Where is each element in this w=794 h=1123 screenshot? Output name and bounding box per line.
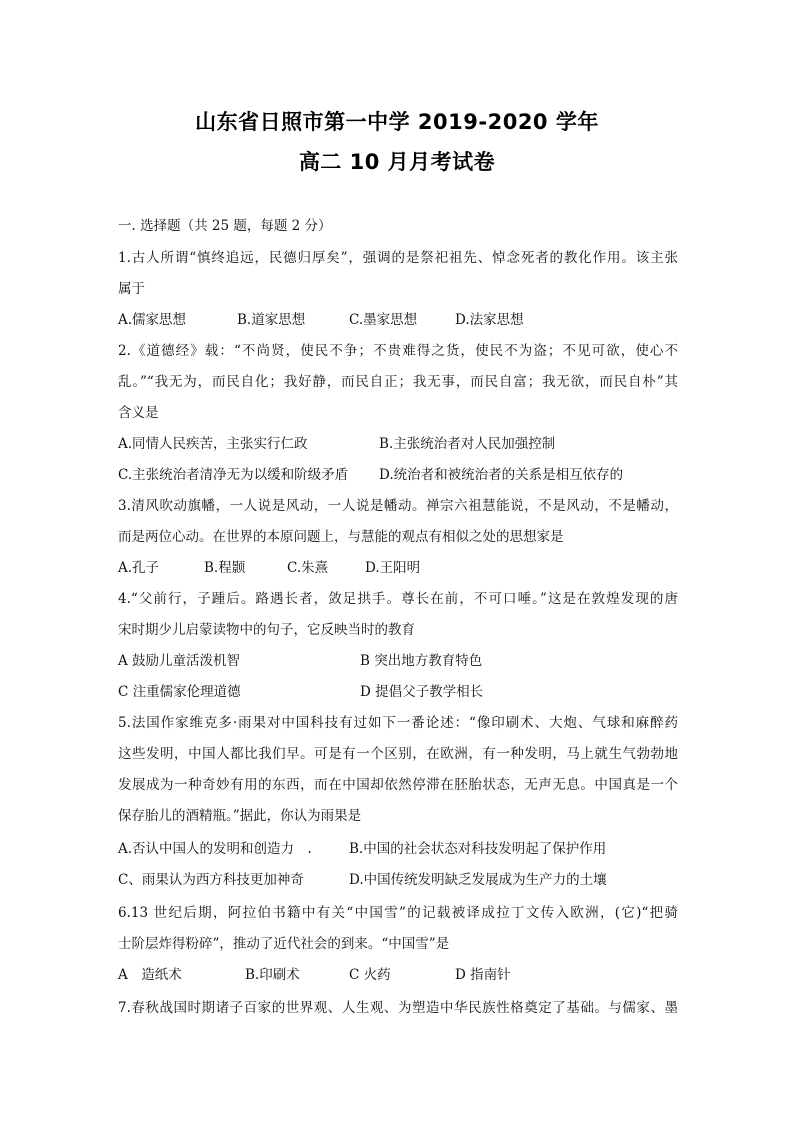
option-a: A.同情人民疾苦，主张实行仁政 (118, 436, 308, 452)
option-a: A 鼓励儿童活泼机智 (118, 653, 241, 669)
option-c: C.朱熹 (287, 560, 329, 576)
option-b: B 突出地方教育特色 (360, 653, 483, 669)
option-b: B.程颢 (204, 560, 246, 576)
option-c: C 注重儒家伦理道德 (118, 684, 241, 700)
exam-title-school: 山东省日照市第一中学 2019-2020 学年 (195, 110, 599, 134)
question-text-line: 属于 (118, 281, 145, 297)
question-text-line: 5.法国作家维克多·雨果对中国科技有过如下一番论述：“像印刷术、大炮、气球和麻醉药 (118, 715, 678, 731)
question-text-line: 乱。”“我无为，而民自化；我好静，而民自正；我无事，而民自富；我无欲，而民自朴”其 (118, 374, 678, 390)
section-heading: 一. 选择题（共 25 题，每题 2 分） (118, 218, 332, 234)
question-text-line: 3.清风吹动旗幡，一人说是风动，一人说是幡动。禅宗六祖慧能说，不是风动，不是幡动， (118, 498, 678, 514)
question-text-line: 发展成为一种奇妙有用的东西，而在中国却依然停滞在胚胎状态，无声无息。中国真是一个 (118, 777, 678, 793)
option-d: D.王阳明 (365, 560, 421, 576)
question-text-line: 2.《道德经》载：“不尚贤，使民不争；不贵难得之货，使民不为盗；不见可欲，使心不 (118, 343, 678, 359)
option-c: C.主张统治者清净无为以缓和阶级矛盾 (118, 467, 349, 483)
question-text-line: 含义是 (118, 405, 159, 421)
option-d: D.中国传统发明缺乏发展成为生产力的土壤 (349, 872, 607, 888)
option-c: C、雨果认为西方科技更加神奇 (118, 872, 304, 888)
exam-title-grade: 高二 10 月月考试卷 (298, 150, 496, 174)
option-b: B.中国的社会状态对科技发明起了保护作用 (349, 841, 607, 857)
option-a: A.孔子 (118, 560, 160, 576)
option-b: B.道家思想 (237, 312, 306, 328)
option-c: C.墨家思想 (349, 312, 418, 328)
option-d: D.法家思想 (455, 312, 524, 328)
question-text-line: 6.13 世纪后期，阿拉伯书籍中有关“中国雪”的记载被译成拉丁文传入欧洲，(它)“把骑 (118, 905, 678, 921)
option-b: B.印刷术 (245, 967, 300, 983)
option-a: A.否认中国人的发明和创造力 . (118, 841, 312, 857)
option-d: D 指南针 (455, 967, 511, 983)
question-text-line: 这些发明，中国人都比我们早。可是有一个区别，在欧洲，有一种发明，马上就生气勃勃地 (118, 746, 678, 762)
question-text-line: 士阶层炸得粉碎”，推动了近代社会的到来。“中国雪”是 (118, 936, 450, 952)
question-text-line: 7.春秋战国时期诸子百家的世界观、人生观、为塑造中华民族性格奠定了基础。与儒家、墨 (118, 1000, 678, 1016)
option-d: D.统治者和被统治者的关系是相互依存的 (379, 467, 624, 483)
question-text-line: 而是两位心动。在世界的本原问题上，与慧能的观点有相似之处的思想家是 (118, 529, 564, 545)
option-b: B.主张统治者对人民加强控制 (379, 436, 556, 452)
question-text-line: 4.“父前行，子踵后。路遇长者，敛足拱手。尊长在前，不可口唾。”这是在敦煌发现的唐 (118, 591, 678, 607)
question-text-line: 1.古人所谓“慎终追远，民德归厚矣”，强调的是祭祀祖先、悼念死者的教化作用。该主张 (118, 250, 678, 266)
option-d: D 提倡父子教学相长 (360, 684, 484, 700)
question-text-line: 宋时期少儿启蒙读物中的句子，它反映当时的教育 (118, 622, 415, 638)
option-a: A 造纸术 (118, 967, 182, 983)
option-a: A.儒家思想 (118, 312, 187, 328)
option-c: C 火药 (349, 967, 391, 983)
question-text-line: 保存胎儿的酒精瓶。”据此，你认为雨果是 (118, 808, 362, 824)
